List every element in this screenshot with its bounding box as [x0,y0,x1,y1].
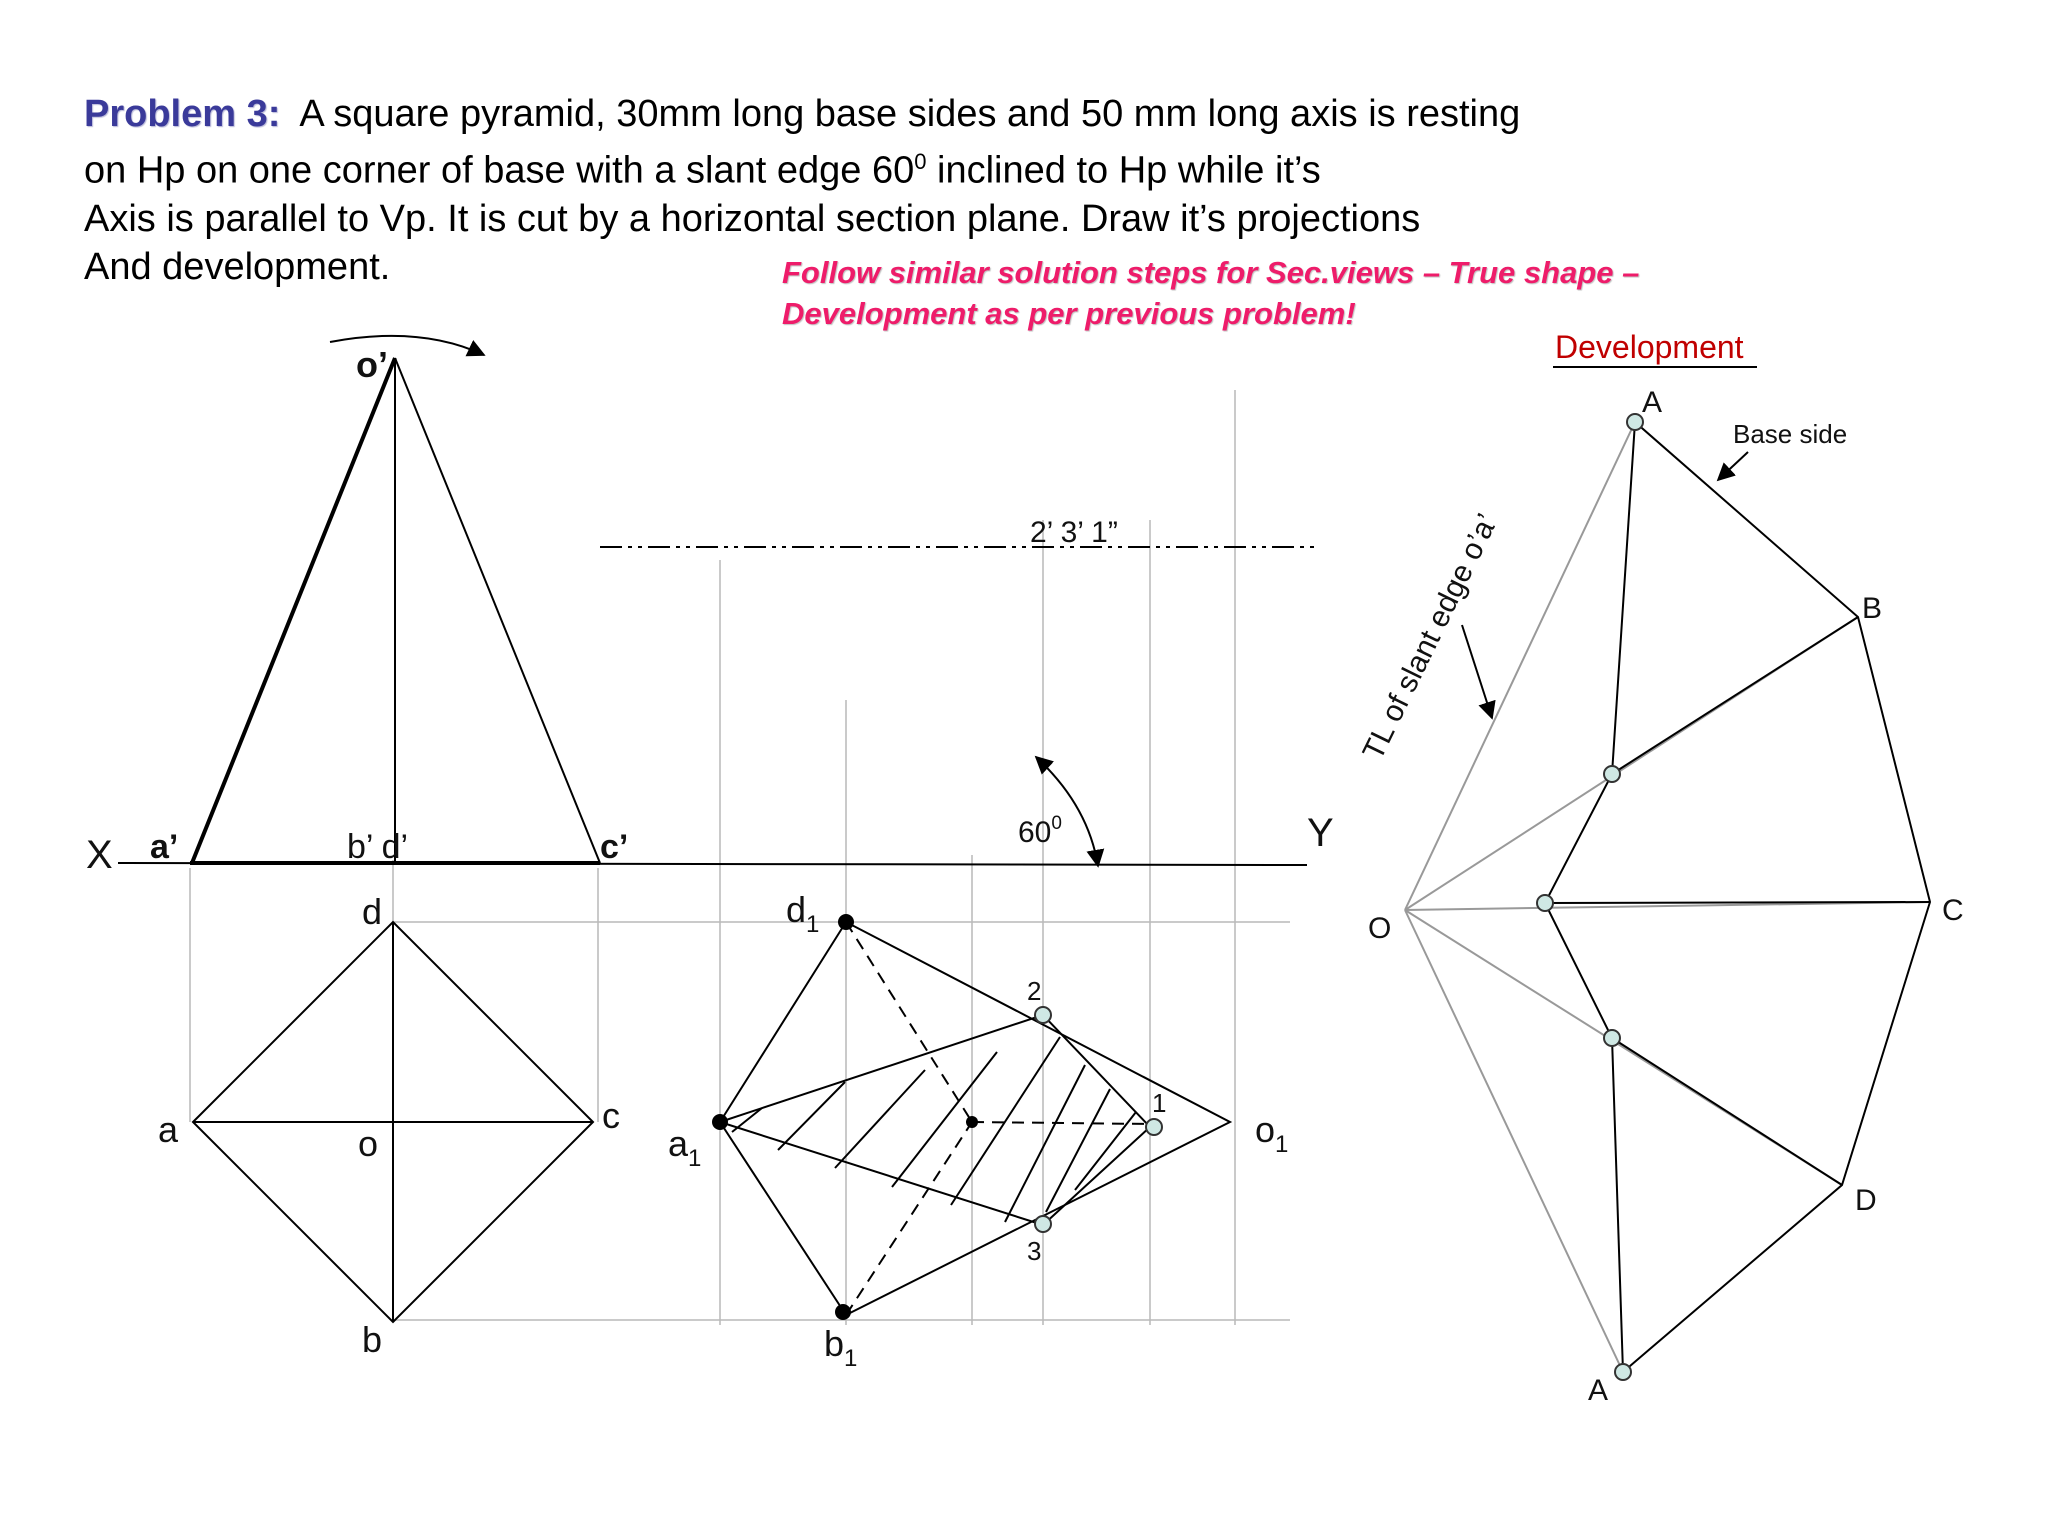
dev-node-a-bottom [1615,1364,1631,1380]
top-view [158,891,620,1360]
dev-node-section-3 [1604,1030,1620,1046]
label-2: 2 [1027,976,1042,1006]
label-o: o [358,1123,379,1164]
xy-reference-line [86,811,1334,877]
section-plane [600,516,1318,866]
angle-label: $60^0$ [1018,813,1062,849]
tl-arrow [1462,625,1492,718]
front-view [150,336,628,866]
angle-arc [1036,757,1098,866]
label-o-prime: o’ [356,344,388,385]
label-3: 3 [1027,1236,1042,1266]
dev-label-A-bottom: A [1588,1374,1609,1407]
development [1357,329,1964,1407]
section-edges [1545,422,1930,1372]
development-title: Development [1555,329,1744,365]
point-1 [1146,1119,1162,1135]
dev-label-B: B [1862,592,1883,625]
x-label: X [86,833,113,877]
point-b1 [835,1304,851,1320]
base-side-arrow [1718,452,1748,480]
label-a1: $a_1$ [668,1123,702,1172]
rotation-arrow [330,336,484,355]
problem-line-2: on Hp on one corner of base with a slant edge 60 [84,149,915,192]
base-side-label: Base side [1733,419,1848,449]
tl-slant-edge-label: TL of slant edge o’a’ [1356,508,1505,766]
dev-label-D: D [1855,1184,1877,1217]
problem-line-2-end: inclined to Hp while it’s [926,149,1321,192]
label-b: b [362,1319,383,1360]
label-c-prime: c’ [600,828,629,866]
point-d1 [838,914,854,930]
problem-label: Problem 3: [84,93,281,135]
dev-label-A-top: A [1642,386,1663,419]
point-2 [1035,1007,1051,1023]
base-edges [1623,422,1930,1372]
label-d1: $d_1$ [786,889,820,938]
dev-node-section-2 [1537,895,1553,911]
dev-label-C: C [1942,894,1964,927]
note-line-2: Development as per previous problem! [782,296,1356,331]
label-a-prime: a’ [150,828,179,866]
label-b1: $b_1$ [824,1323,858,1372]
dev-node-section-1 [1604,766,1620,782]
label-o1: $o_1$ [1255,1109,1289,1158]
tilted-top-view [668,889,1288,1372]
note-line-1: Follow similar solution steps for Sec.views – True shape – [782,255,1640,290]
dev-node-a-top [1627,414,1643,430]
point-hidden [966,1116,978,1128]
dev-label-O: O [1368,912,1392,945]
point-a1 [712,1114,728,1130]
label-1: 1 [1152,1088,1167,1118]
problem-line-4: And development. [84,245,391,288]
label-c: c [602,1095,620,1136]
point-3 [1035,1216,1051,1232]
label-b-d-prime: b’ d’ [347,828,409,866]
label-d: d [362,891,383,932]
section-point-labels: 2’ 3’ 1” [1030,516,1118,549]
problem-degree-sup: 0 [914,149,927,174]
label-a: a [158,1109,179,1150]
y-label: Y [1307,811,1334,855]
problem-line-1: A square pyramid, 30mm long base sides and 50 mm long axis is resting [299,93,1521,135]
problem-line-3: Axis is parallel to Vp. It is cut by a horizontal section plane. Draw it’s projections [84,197,1421,240]
